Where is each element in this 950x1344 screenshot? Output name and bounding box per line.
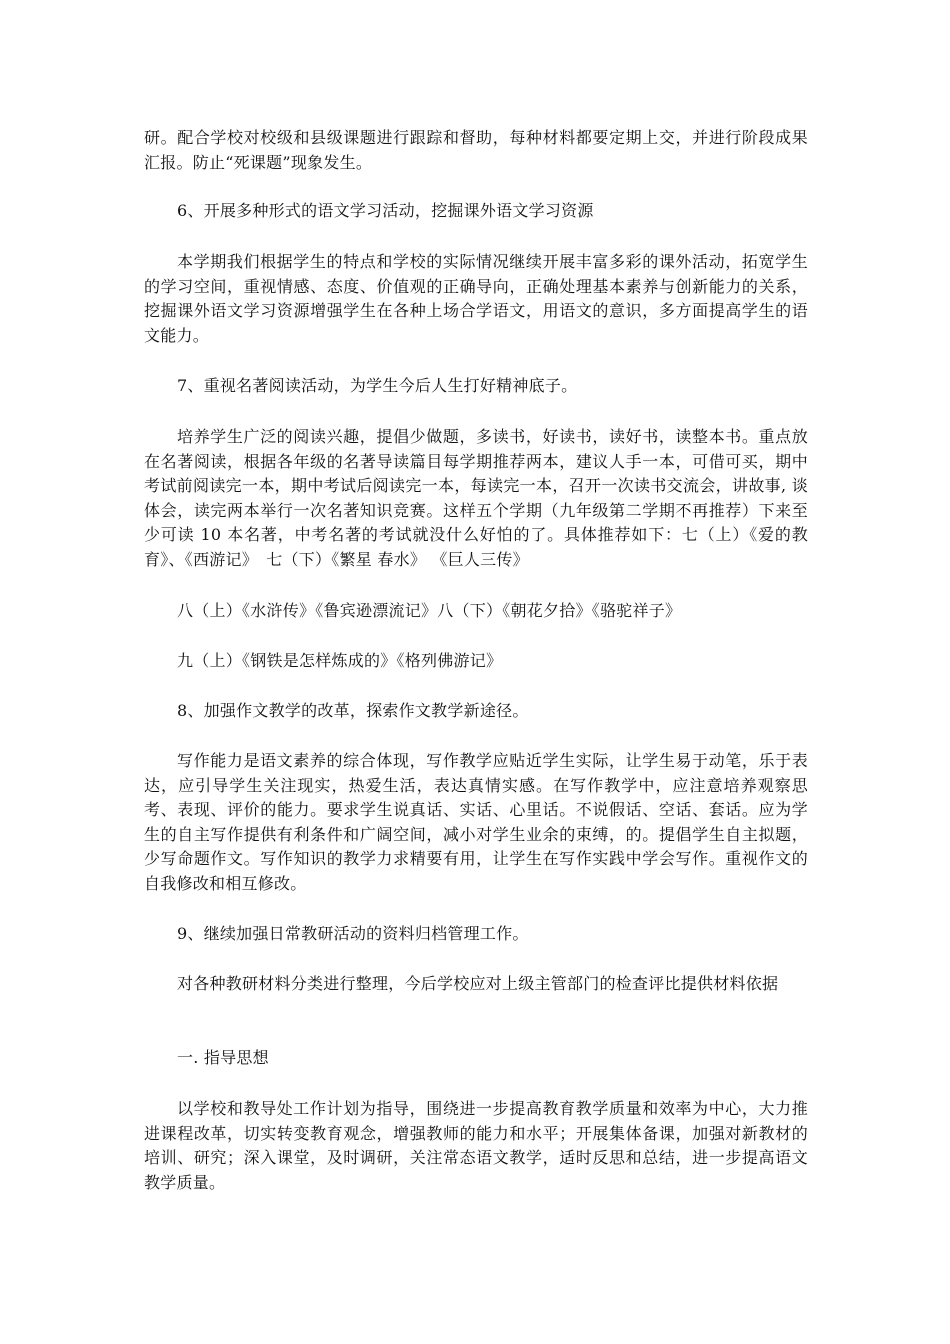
paragraph-8: 写作能力是语文素养的综合体现，写作教学应贴近学生实际，让学生易于动笔，乐于表达，应引导学生关注现实，热爱生活，表达真情实感。在写作教学中，应注意培养观察思考、表现、评价的能力。要求学生说真话、实话、心里话。不说假话、空话、套话。应为学生的自主写作提供有利条件和广阔空间，减小对学生业余的束缚，的。提倡学生自主拟题，少写命题作文。写作知识的教学力求精要有用，让学生在写作实践中学会写作。重视作文的自我修改和相互修改。	[144, 751, 808, 893]
paragraph-guiding-thought: 以学校和教导处工作计划为指导，围绕进一步提高教育教学质量和效率为中心，大力推进课程改革，切实转变教育观念，增强教师的能力和水平；开展集体备课，加强对新教材的培训、研究；深入课堂，及时调研，关注常态语文教学，适时反思和总结，进一步提高语文教学质量。	[144, 1099, 808, 1192]
section-heading-9: 9、继续加强日常教研活动的资料归档管理工作。	[177, 924, 529, 943]
section-title-guiding-thought: 一. 指导思想	[177, 1048, 269, 1067]
book-list-grade-8: 八（上）《水浒传》《鲁宾逊漂流记》八（下）《朝花夕拾》《骆驼祥子》	[177, 601, 682, 620]
book-list-grade-9: 九（上）《钢铁是怎样炼成的》《格列佛游记》	[177, 651, 503, 670]
section-heading-8: 8、加强作文教学的改革，探索作文教学新途径。	[177, 701, 529, 720]
section-heading-6: 6、开展多种形式的语文学习活动，挖掘课外语文学习资源	[177, 201, 594, 220]
paragraph-9: 对各种教研材料分类进行整理，今后学校应对上级主管部门的检查评比提供材料依据	[177, 974, 779, 993]
paragraph-6: 本学期我们根据学生的特点和学校的实际情况继续开展丰富多彩的课外活动，拓宽学生的学习空间，重视情感、态度、价值观的正确导向，正确处理基本素养与创新能力的关系，挖掘课外语文学习资源增强学生在各种上场合学语文，用语文的意识，多方面提高学生的语文能力。	[144, 252, 808, 345]
intro-paragraph: 研。配合学校对校级和县级课题进行跟踪和督助，每种材料都要定期上交，并进行阶段成果汇报。防止“死课题”现象发生。	[144, 128, 808, 172]
section-heading-7: 7、重视名著阅读活动，为学生今后人生打好精神底子。	[177, 376, 578, 395]
paragraph-7: 培养学生广泛的阅读兴趣，提倡少做题，多读书，好读书，读好书，读整本书。重点放在名著阅读，根据各年级的名著导读篇目每学期推荐两本，建议人手一本，可借可买，期中考试前阅读完一本，期中考试后阅读完一本，每读完一本，召开一次读书交流会，讲故事, 谈体会，读完两本举行一次名著知识竞赛。这样五个学期（九年级第二学期不再推荐）下来至少可读 10 本名著，中考名著的考试就没什么好怕的了。具体推荐如下：七（上）《爱的教育》、《西游记》 七（下）《繁星 春水》 《巨人三传》	[144, 427, 808, 569]
